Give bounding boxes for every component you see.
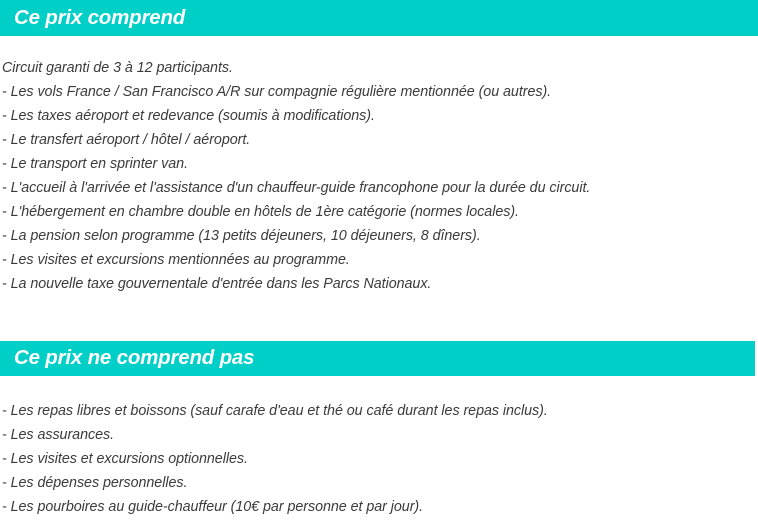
list-item: - Les dépenses personnelles.	[2, 475, 188, 491]
list-item: - Le transfert aéroport / hôtel / aéroport.	[2, 132, 251, 148]
list-item: - Les assurances.	[2, 427, 114, 443]
list-item: - Les repas libres et boissons (sauf carafe d'eau et thé ou café durant les repas inclus).	[2, 403, 548, 419]
list-item: - L'accueil à l'arrivée et l'assistance d'un chauffeur-guide francophone pour la durée du circuit.	[2, 180, 591, 196]
excluded-header-band	[0, 341, 755, 376]
list-item: - Le transport en sprinter van.	[2, 156, 188, 172]
included-header-band	[0, 0, 758, 36]
list-item: - La nouvelle taxe gouvernentale d'entrée dans les Parcs Nationaux.	[2, 276, 432, 292]
list-item: Circuit garanti de 3 à 12 participants.	[2, 60, 233, 76]
list-item: - Les visites et excursions optionnelles.	[2, 451, 248, 467]
excluded-section-title: Ce prix ne comprend pas	[14, 346, 255, 370]
included-lines-list	[0, 36, 758, 296]
section-price-excluded	[0, 341, 758, 519]
list-item: - Les pourboires au guide-chauffeur (10€ par personne et par jour).	[2, 499, 424, 515]
list-item: - L'hébergement en chambre double en hôtels de 1ère catégorie (normes locales).	[2, 204, 519, 220]
list-item: - Les taxes aéroport et redevance (soumis à modifications).	[2, 108, 375, 124]
list-item: - Les visites et excursions mentionnées au programme.	[2, 252, 350, 268]
included-section-title: Ce prix comprend	[14, 5, 186, 29]
list-item: - Les vols France / San Francisco A/R sur compagnie régulière mentionnée (ou autres).	[2, 84, 552, 100]
list-item: - La pension selon programme (13 petits déjeuners, 10 déjeuners, 8 dîners).	[2, 228, 481, 244]
excluded-lines-list	[0, 376, 758, 519]
